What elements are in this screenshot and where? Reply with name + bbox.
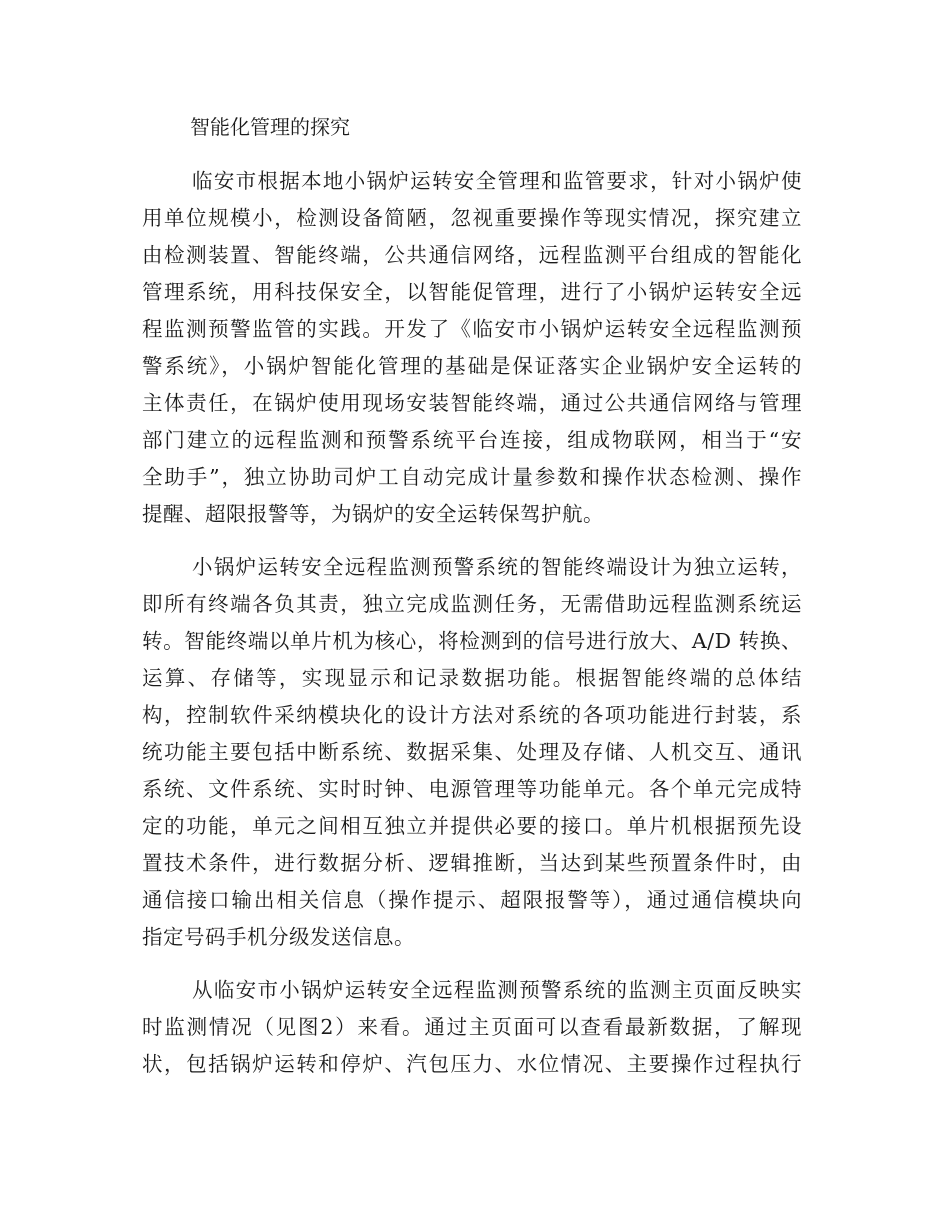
- text-line: 提醒、超限报警等，为锅炉的安全运转保驾护航。: [142, 502, 604, 526]
- text-line: 状，包括锅炉运转和停炉、汽包压力、水位情况、主要操作过程执行: [142, 1052, 802, 1076]
- text-line: 由检测装置、智能终端，公共通信网络，远程监测平台组成的智能化: [142, 243, 802, 267]
- text-line: 运算、存储等，实现显示和记录数据功能。根据智能终端的总体结: [142, 666, 802, 690]
- text-line: 统功能主要包括中断系统、数据采集、处理及存储、人机交互、通讯: [142, 740, 802, 764]
- text-line: 临安市根据本地小锅炉运转安全管理和监管要求，针对小锅炉使: [192, 169, 802, 193]
- text-line: 程监测预警监管的实践。开发了《临安市小锅炉运转安全远程监测预: [142, 317, 802, 341]
- text-line: 部门建立的远程监测和预警系统平台连接，组成物联网，相当于“安: [142, 428, 802, 452]
- text-line: 时监测情况（见图2）来看。通过主页面可以查看最新数据，了解现: [142, 1015, 802, 1039]
- text-line: 警系统》，小锅炉智能化管理的基础是保证落实企业锅炉安全运转的: [142, 354, 802, 378]
- text-line: 小锅炉运转安全远程监测预警系统的智能终端设计为独立运转，: [192, 555, 802, 579]
- text-line: 通信接口输出相关信息（操作提示、超限报警等），通过通信模块向: [142, 888, 802, 912]
- text-line: 从临安市小锅炉运转安全远程监测预警系统的监测主页面反映实: [192, 978, 802, 1002]
- text-line: 构，控制软件采纳模块化的设计方法对系统的各项功能进行封装，系: [142, 703, 802, 727]
- text-line: 系统、文件系统、实时时钟、电源管理等功能单元。各个单元完成特: [142, 777, 802, 801]
- text-line: 转。智能终端以单片机为核心，将检测到的信号进行放大、A/D 转换、: [142, 629, 802, 653]
- text-line: 置技术条件，进行数据分析、逻辑推断，当达到某些预置条件时，由: [142, 851, 802, 875]
- text-line: 管理系统，用科技保安全，以智能促管理，进行了小锅炉运转安全远: [142, 280, 802, 304]
- section-heading: 智能化管理的探究: [190, 115, 350, 139]
- text-line: 定的功能，单元之间相互独立并提供必要的接口。单片机根据预先设: [142, 814, 802, 838]
- text-line: 指定号码手机分级发送信息。: [142, 925, 415, 949]
- text-line: 全助手”，独立协助司炉工自动完成计量参数和操作状态检测、操作: [142, 465, 802, 489]
- text-line: 主体责任，在锅炉使用现场安装智能终端，通过公共通信网络与管理: [142, 391, 802, 415]
- text-line: 用单位规模小，检测设备简陋，忽视重要操作等现实情况，探究建立: [142, 206, 802, 230]
- text-line: 即所有终端各负其责，独立完成监测任务，无需借助远程监测系统运: [142, 592, 802, 616]
